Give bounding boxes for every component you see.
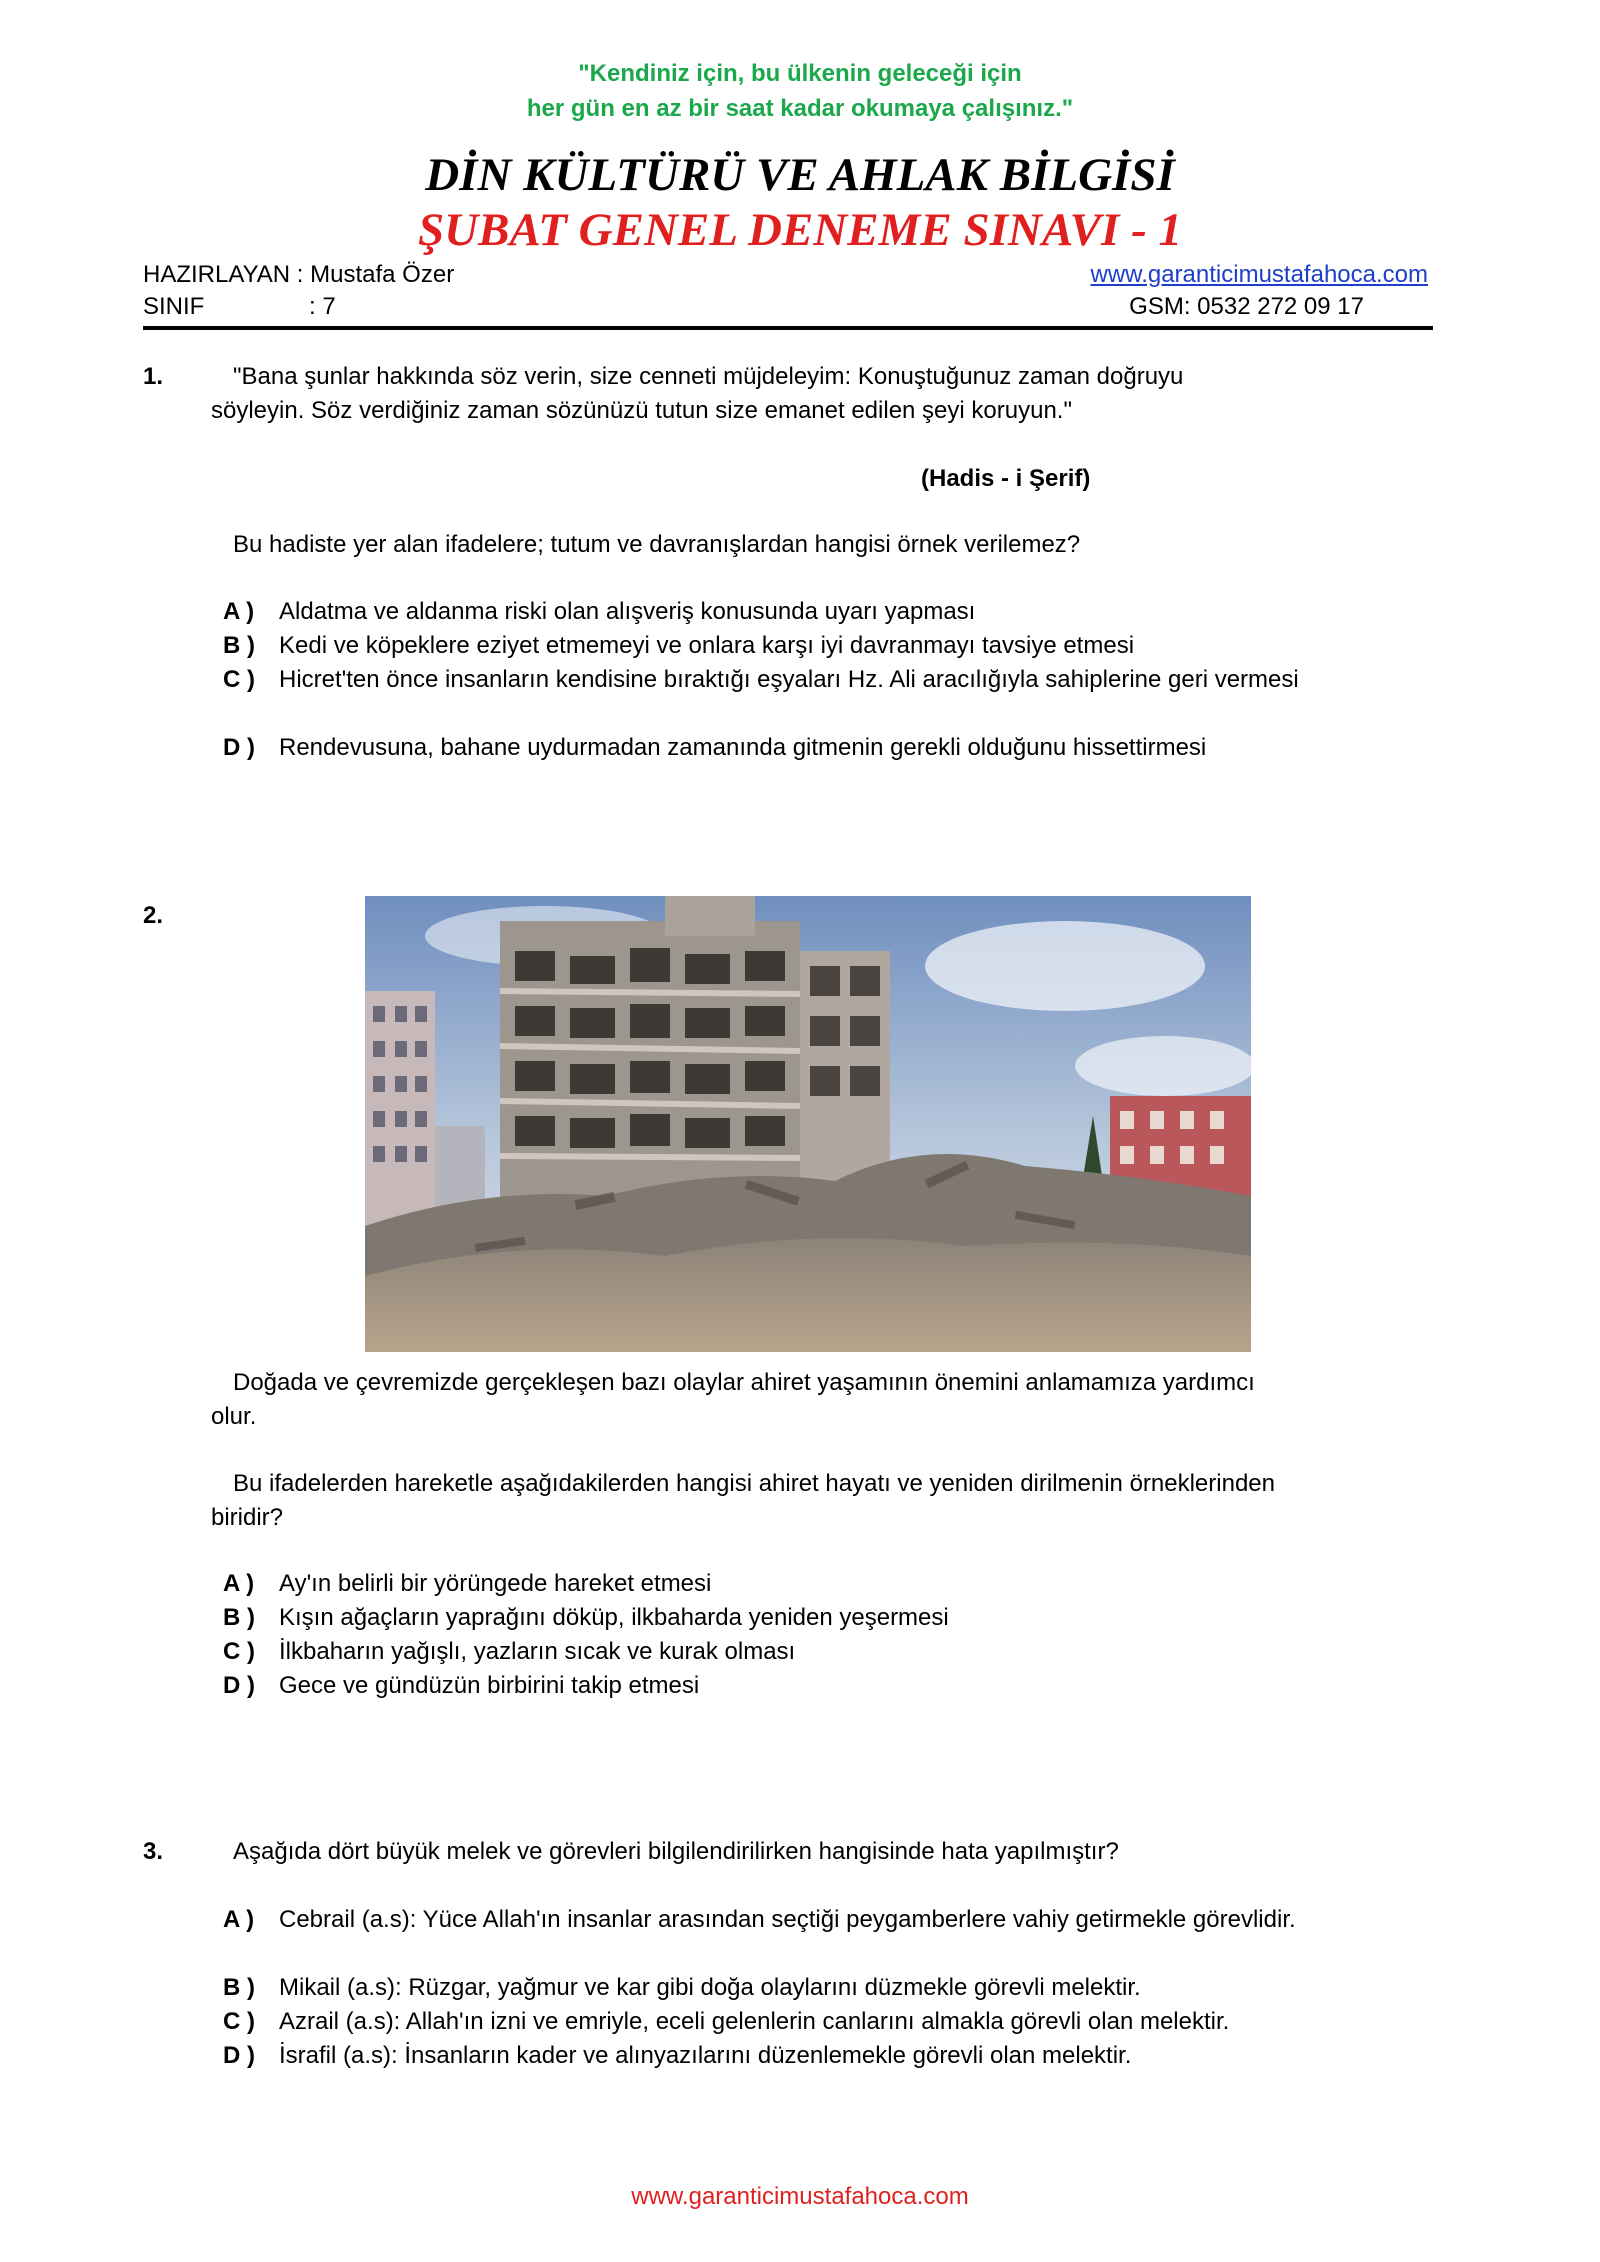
option-letter: C ) <box>223 2008 255 2035</box>
option-letter: B ) <box>223 1974 255 2001</box>
website-link[interactable]: www.garanticimustafahoca.com <box>1090 261 1428 288</box>
question-2-prompt-line-2: biridir? <box>211 1504 284 1531</box>
question-1-option-c[interactable] <box>223 663 1323 697</box>
question-3-option-a[interactable] <box>223 1903 1303 1937</box>
option-text: Hicret'ten önce insanların kendisine bıraktığı eşyaları Hz. Ali aracılığıyla sahiplerine geri vermesi <box>279 666 1299 693</box>
question-1-number: 1. <box>143 363 164 390</box>
question-3-option-c[interactable] <box>223 2005 1383 2039</box>
question-3-option-d[interactable] <box>223 2039 1383 2073</box>
class-value: : 7 <box>309 293 336 320</box>
question-1-quote-line-2: söyleyin. Söz verdiğiniz zaman sözünüzü tutun size emanet edilen şeyi koruyun." <box>211 397 1072 424</box>
option-text: Rendevusuna, bahane uydurmadan zamanında gitmenin gerekli olduğunu hissettirmesi <box>279 734 1207 761</box>
option-letter: D ) <box>223 1672 255 1699</box>
question-2-option-a[interactable] <box>223 1567 1383 1601</box>
phone-number: GSM: 0532 272 09 17 <box>1129 293 1364 320</box>
question-2-prompt-line-1: Bu ifadelerden hareketle aşağıdakilerden hangisi ahiret hayatı ve yeniden dirilmenin örneklerinden <box>233 1470 1275 1497</box>
option-text: Ay'ın belirli bir yörüngede hareket etmesi <box>279 1570 712 1597</box>
author-line: HAZIRLAYAN : Mustafa Özer <box>143 261 455 288</box>
option-letter: A ) <box>223 598 255 625</box>
page-title: DİN KÜLTÜRÜ VE AHLAK BİLGİSİ <box>425 149 1175 201</box>
option-text: Mikail (a.s): Rüzgar, yağmur ve kar gibi doğa olaylarını düzmekle görevli melektir. <box>279 1974 1141 2001</box>
option-letter: B ) <box>223 1604 255 1631</box>
question-1-prompt: Bu hadiste yer alan ifadelere; tutum ve davranışlardan hangisi örnek verilemez? <box>233 531 1081 558</box>
question-2-option-d[interactable] <box>223 1669 1383 1703</box>
question-1-option-d[interactable] <box>223 731 1383 765</box>
page-subtitle: ŞUBAT GENEL DENEME SINAVI - 1 <box>418 204 1182 256</box>
question-2-statement-line-2: olur. <box>211 1403 257 1430</box>
class-line <box>143 292 336 322</box>
option-text: Azrail (a.s): Allah'ın izni ve emriyle, eceli gelenlerin canlarını almakla görevli olan melektir. <box>279 2008 1230 2035</box>
option-letter: A ) <box>223 1570 255 1597</box>
question-1-quote-line-1: "Bana şunlar hakkında söz verin, size cenneti müjdeleyim: Konuştuğunuz zaman doğruyu <box>233 363 1184 390</box>
question-3-option-b[interactable] <box>223 1971 1383 2005</box>
option-text: Kedi ve köpeklere eziyet etmemeyi ve onlara karşı iyi davranmayı tavsiye etmesi <box>279 632 1135 659</box>
footer-website-link[interactable]: www.garanticimustafahoca.com <box>631 2183 969 2210</box>
question-2-option-c[interactable] <box>223 1635 1383 1669</box>
option-letter: C ) <box>223 1638 255 1665</box>
earthquake-rubble-photo <box>365 896 1251 1352</box>
class-label: SINIF <box>143 293 205 320</box>
motto-line-2: her gün en az bir saat kadar okumaya çalışınız." <box>526 95 1074 122</box>
question-2-option-b[interactable] <box>223 1601 1383 1635</box>
question-1-option-b[interactable] <box>223 629 1383 663</box>
option-text: İsrafil (a.s): İnsanların kader ve alınyazılarını düzenlemekle görevli olan melektir. <box>279 2042 1132 2069</box>
question-3-number: 3. <box>143 1838 164 1865</box>
question-2-statement-line-1: Doğada ve çevremizde gerçekleşen bazı olaylar ahiret yaşamının önemini anlamamıza yardımcı <box>233 1369 1255 1396</box>
option-letter: A ) <box>223 1906 255 1933</box>
question-1-source: (Hadis - i Şerif) <box>921 465 1091 492</box>
option-text: Kışın ağaçların yaprağını döküp, ilkbaharda yeniden yeşermesi <box>279 1604 949 1631</box>
question-1-option-a[interactable] <box>223 595 1383 629</box>
motto <box>0 56 1600 126</box>
question-2-number: 2. <box>143 902 164 929</box>
option-text: İlkbaharın yağışlı, yazların sıcak ve kurak olması <box>279 1638 796 1665</box>
option-text: Gece ve gündüzün birbirini takip etmesi <box>279 1672 700 1699</box>
option-text: Aldatma ve aldanma riski olan alışveriş konusunda uyarı yapması <box>279 598 976 625</box>
motto-line-1: "Kendiniz için, bu ülkenin geleceği için <box>578 60 1022 87</box>
option-letter: B ) <box>223 632 255 659</box>
option-letter: D ) <box>223 2042 255 2069</box>
option-letter: C ) <box>223 666 255 693</box>
option-text: Cebrail (a.s): Yüce Allah'ın insanlar arasından seçtiği peygamberlere vahiy getirmekle görevlidir. <box>279 1906 1296 1933</box>
option-letter: D ) <box>223 734 255 761</box>
question-3-prompt: Aşağıda dört büyük melek ve görevleri bilgilendirilirken hangisinde hata yapılmıştır? <box>233 1838 1119 1865</box>
header-divider <box>143 326 1433 330</box>
